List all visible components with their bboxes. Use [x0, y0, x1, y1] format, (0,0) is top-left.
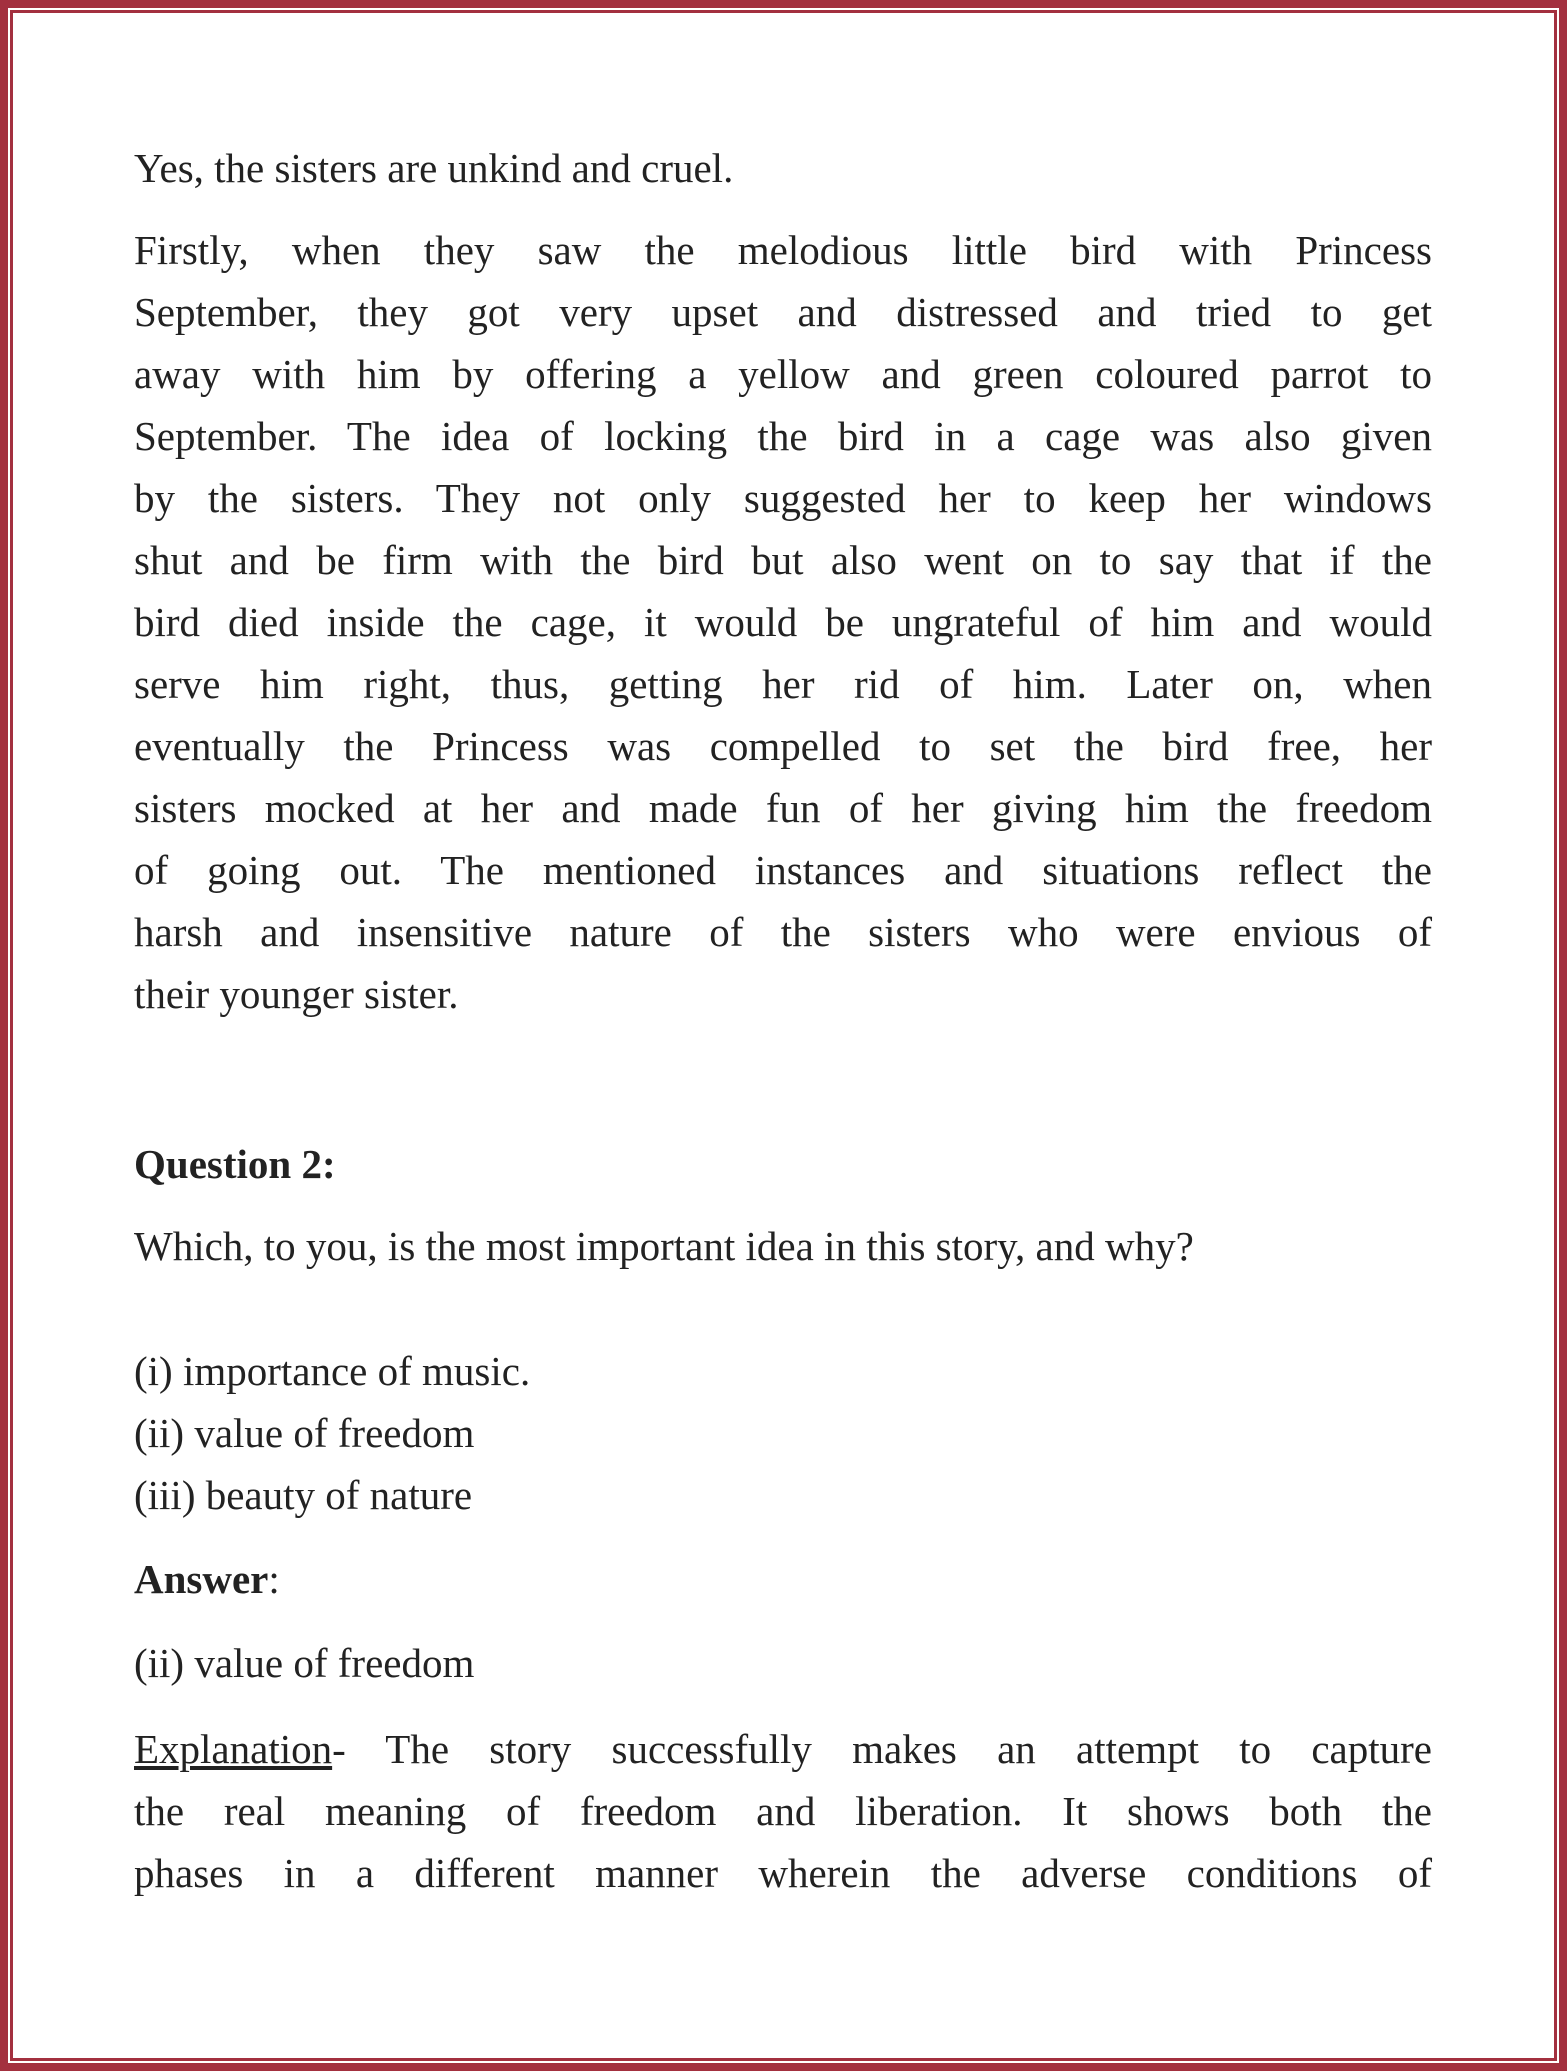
- paragraph-line: shut and be firm with the bird but also went on to say that if the: [134, 537, 1432, 583]
- answer-text: (ii) value of freedom: [134, 1640, 475, 1686]
- explanation-line: [134, 1718, 1432, 1780]
- answer-heading: [134, 1548, 1432, 1610]
- paragraph-line: harsh and insensitive nature of the sisters who were envious of: [134, 909, 1432, 955]
- explanation-line: phases in a different manner wherein the adverse conditions of: [134, 1850, 1432, 1896]
- paragraph-line: serve him right, thus, getting her rid of him. Later on, when: [134, 661, 1432, 707]
- explanation-paragraph: [134, 1718, 1432, 1904]
- paragraph-line: by the sisters. They not only suggested her to keep her windows: [134, 475, 1432, 521]
- paragraph-line: of going out. The mentioned instances and situations reflect the: [134, 847, 1432, 893]
- explanation-text: - The story successfully makes an attempt to capture: [332, 1726, 1432, 1772]
- answer-colon: :: [268, 1556, 280, 1602]
- option-item: (ii) value of freedom: [134, 1410, 475, 1456]
- paragraph-line: September, they got very upset and distressed and tried to get: [134, 289, 1432, 335]
- paragraph-line: September. The idea of locking the bird in a cage was also given: [134, 413, 1432, 459]
- answer-label: Answer: [134, 1556, 269, 1602]
- paragraph-line: Firstly, when they saw the melodious little bird with Princess: [134, 227, 1432, 273]
- question-heading: Question 2:: [134, 1141, 336, 1187]
- intro-line: Yes, the sisters are unkind and cruel.: [134, 145, 734, 191]
- paragraph-line: their younger sister.: [134, 971, 459, 1017]
- paragraph-line: sisters mocked at her and made fun of her giving him the freedom: [134, 785, 1432, 831]
- explanation-line: the real meaning of freedom and liberation. It shows both the: [134, 1788, 1432, 1834]
- answer-paragraph: [134, 219, 1432, 1025]
- paragraph-line: away with him by offering a yellow and green coloured parrot to: [134, 351, 1432, 397]
- paragraph-line: eventually the Princess was compelled to set the bird free, her: [134, 723, 1432, 769]
- options-list: [134, 1340, 1432, 1526]
- option-item: (i) importance of music.: [134, 1348, 531, 1394]
- intro-text: [134, 137, 1432, 199]
- question-text: Which, to you, is the most important idea in this story, and why?: [134, 1223, 1194, 1269]
- explanation-label: Explanation: [134, 1726, 333, 1772]
- paragraph-line: bird died inside the cage, it would be ungrateful of him and would: [134, 599, 1432, 645]
- option-item: (iii) beauty of nature: [134, 1472, 473, 1518]
